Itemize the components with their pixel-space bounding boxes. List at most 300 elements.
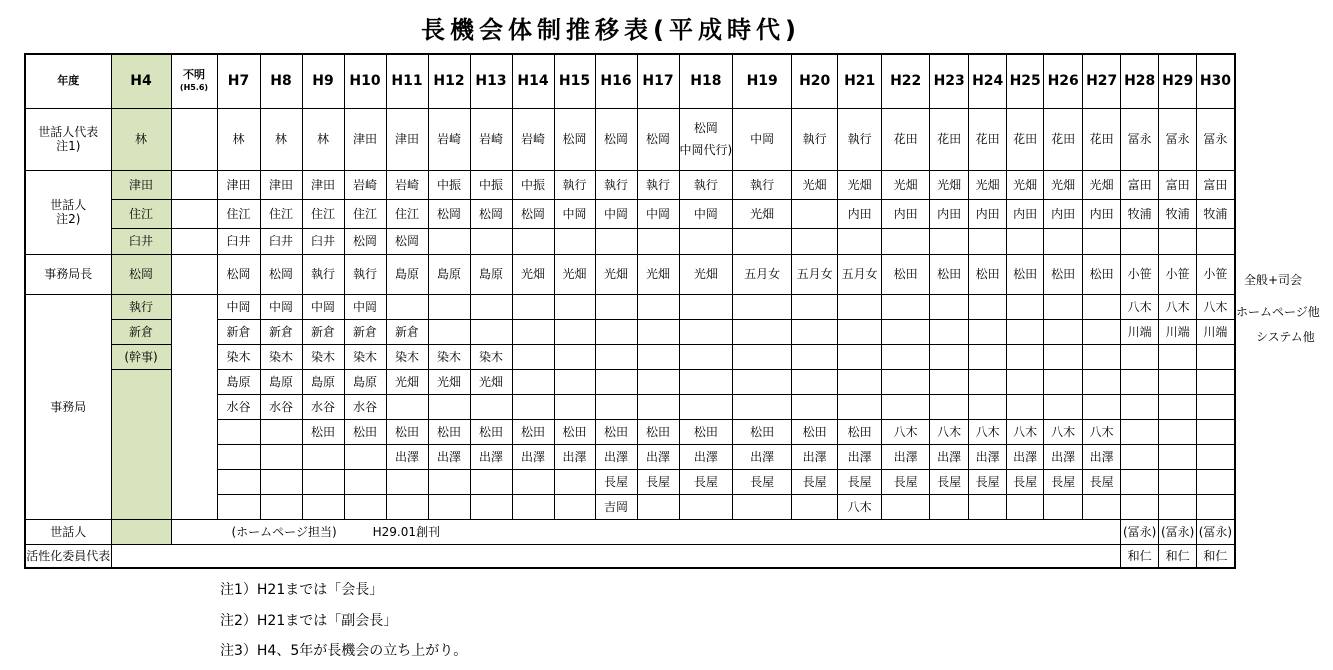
table-cell (1007, 228, 1044, 254)
table-cell (1197, 444, 1235, 469)
table-cell: 松田 (838, 419, 882, 444)
table-cell: 八木 (1007, 419, 1044, 444)
side-note-system: システム他 (1256, 330, 1315, 344)
table-cell: 長屋 (792, 469, 838, 494)
table-cell (554, 494, 595, 519)
table-cell (733, 319, 792, 344)
table-cell (792, 394, 838, 419)
table-cell: 冨永 (1159, 108, 1197, 170)
table-cell: 光畑 (733, 199, 792, 228)
table-cell (595, 394, 637, 419)
table-cell: 八木 (1159, 294, 1197, 319)
table-cell: 小笹 (1197, 254, 1235, 294)
table-cell (679, 394, 733, 419)
table-cell: 出澤 (470, 444, 512, 469)
table-cell (637, 294, 679, 319)
table-cell (1121, 344, 1159, 369)
office-h4: (幹事) (111, 344, 171, 369)
table-cell (554, 394, 595, 419)
table-cell: 冨永 (1197, 108, 1235, 170)
table-cell: 出澤 (930, 444, 969, 469)
header-year: H28 (1121, 54, 1159, 108)
table-cell (838, 319, 882, 344)
table-cell (554, 469, 595, 494)
table-cell (260, 469, 302, 494)
table-cell (302, 494, 344, 519)
table-cell: 長屋 (930, 469, 969, 494)
kasseika-blank (111, 544, 1121, 568)
header-h4: H4 (111, 54, 171, 108)
table-cell: 光畑 (792, 170, 838, 199)
table-cell: 松岡 (344, 228, 386, 254)
header-nendo: 年度 (25, 54, 111, 108)
table-cell (733, 369, 792, 394)
table-cell: 染木 (470, 344, 512, 369)
table-cell (882, 494, 930, 519)
table-cell: 小笹 (1159, 254, 1197, 294)
table-cell (882, 319, 930, 344)
table-cell: 内田 (882, 199, 930, 228)
table-cell: 中振 (428, 170, 470, 199)
table-cell (260, 494, 302, 519)
table-cell: 臼井 (217, 228, 260, 254)
header-year: H16 (595, 54, 637, 108)
table-cell: 内田 (969, 199, 1007, 228)
table-cell: 水谷 (260, 394, 302, 419)
table-cell: 臼井 (260, 228, 302, 254)
table-cell: 光畑 (930, 170, 969, 199)
table-cell: 中岡 (302, 294, 344, 319)
table-cell (679, 369, 733, 394)
table-cell (792, 228, 838, 254)
table-cell (470, 494, 512, 519)
table-cell (733, 344, 792, 369)
table-cell (838, 369, 882, 394)
table-cell: 五月女 (792, 254, 838, 294)
table-cell (470, 228, 512, 254)
table-cell (428, 319, 470, 344)
table-cell: 出澤 (554, 444, 595, 469)
table-cell: 和仁 (1121, 544, 1159, 568)
table-cell (1159, 344, 1197, 369)
table-cell: 長屋 (1044, 469, 1083, 494)
table-cell: 光畑 (470, 369, 512, 394)
table-cell (344, 469, 386, 494)
fumei-cell (171, 199, 217, 228)
table-cell: 新倉 (386, 319, 428, 344)
table-cell (1083, 344, 1121, 369)
table-cell (470, 469, 512, 494)
table-cell: 松田 (1007, 254, 1044, 294)
table-cell: 八木 (882, 419, 930, 444)
rep-h18-sub: 中岡代行) (679, 143, 733, 157)
table-cell (428, 394, 470, 419)
chief-h4: 松岡 (111, 254, 171, 294)
header-year: H8 (260, 54, 302, 108)
table-cell: 執行 (344, 254, 386, 294)
table-cell (969, 394, 1007, 419)
table-cell (1197, 469, 1235, 494)
table-cell: 中岡 (595, 199, 637, 228)
table-cell: 執行 (792, 108, 838, 170)
table-cell (1083, 294, 1121, 319)
table-cell: 松岡 (595, 108, 637, 170)
table-cell (1083, 394, 1121, 419)
table-cell (512, 228, 554, 254)
table-cell: 林 (260, 108, 302, 170)
table-cell (838, 394, 882, 419)
header-year: H18 (679, 54, 733, 108)
table-cell: 川端 (1197, 319, 1235, 344)
table-cell (930, 294, 969, 319)
table-cell: 長屋 (637, 469, 679, 494)
table-cell: 執行 (679, 170, 733, 199)
table-cell (930, 394, 969, 419)
table-cell: 津田 (386, 108, 428, 170)
header-year: H29 (1159, 54, 1197, 108)
table-cell (1007, 394, 1044, 419)
table-cell: 松田 (428, 419, 470, 444)
table-cell (512, 344, 554, 369)
table-cell: 住江 (302, 199, 344, 228)
table-cell: 水谷 (217, 394, 260, 419)
table-cell: 長屋 (969, 469, 1007, 494)
table-cell: 岩崎 (512, 108, 554, 170)
header-year: H25 (1007, 54, 1044, 108)
table-cell (1083, 319, 1121, 344)
table-cell: 長屋 (679, 469, 733, 494)
table-cell (792, 294, 838, 319)
sewanin-homepage-note: (ホームページ担当) H29.01創刊 (171, 519, 1121, 544)
table-cell: 中振 (470, 170, 512, 199)
table-cell (1007, 319, 1044, 344)
table-cell (595, 344, 637, 369)
table-cell (1197, 344, 1235, 369)
sewa-h4: 住江 (111, 199, 171, 228)
table-cell (512, 494, 554, 519)
table-cell (595, 319, 637, 344)
row-label-sewa (25, 170, 111, 254)
table-cell: 住江 (344, 199, 386, 228)
table-cell (930, 228, 969, 254)
table-cell (302, 469, 344, 494)
row-label-office: 事務局 (25, 294, 111, 519)
table-cell: 島原 (470, 254, 512, 294)
table-cell (386, 394, 428, 419)
table-cell: 松田 (302, 419, 344, 444)
table-cell: 津田 (217, 170, 260, 199)
table-cell (428, 294, 470, 319)
table-cell: 中振 (512, 170, 554, 199)
table-cell: 光畑 (512, 254, 554, 294)
table-cell: 花田 (1083, 108, 1121, 170)
table-cell (1083, 228, 1121, 254)
table-cell: (冨永) (1121, 519, 1159, 544)
table-cell (792, 494, 838, 519)
table-cell: 長屋 (1083, 469, 1121, 494)
table-cell (1007, 494, 1044, 519)
table-cell (1121, 369, 1159, 394)
table-cell: 吉岡 (595, 494, 637, 519)
sewa-h4: 臼井 (111, 228, 171, 254)
table-cell: 住江 (260, 199, 302, 228)
table-cell: 光畑 (882, 170, 930, 199)
table-cell: 新倉 (260, 319, 302, 344)
table-cell (838, 228, 882, 254)
table-cell: 水谷 (344, 394, 386, 419)
table-cell: 新倉 (217, 319, 260, 344)
office-h4: 新倉 (111, 319, 171, 344)
table-cell (512, 394, 554, 419)
table-cell: 染木 (260, 344, 302, 369)
table-cell: 五月女 (733, 254, 792, 294)
table-cell: 光畑 (554, 254, 595, 294)
table-cell (792, 344, 838, 369)
table-cell: 出澤 (792, 444, 838, 469)
table-cell (217, 444, 260, 469)
table-cell (554, 319, 595, 344)
table-cell: 岩崎 (386, 170, 428, 199)
table-cell (930, 369, 969, 394)
header-year: H22 (882, 54, 930, 108)
fumei-cell (171, 228, 217, 254)
table-cell: 住江 (386, 199, 428, 228)
header-fumei-sub: (H5.6) (179, 82, 209, 92)
table-cell (969, 228, 1007, 254)
table-cell: 染木 (428, 344, 470, 369)
office-h4-blank (111, 369, 171, 519)
table-cell: 富田 (1121, 170, 1159, 199)
table-cell (679, 108, 733, 170)
table-cell (1121, 444, 1159, 469)
rep-h4: 林 (111, 108, 171, 170)
table-cell: 内田 (1083, 199, 1121, 228)
table-cell (1044, 344, 1083, 369)
header-year: H14 (512, 54, 554, 108)
table-cell (470, 394, 512, 419)
table-cell (1197, 394, 1235, 419)
table-cell: 川端 (1159, 319, 1197, 344)
rep-label-line1: 世話人代表 (38, 125, 99, 139)
table-cell: 内田 (1044, 199, 1083, 228)
table-cell (792, 369, 838, 394)
table-cell: 中岡 (679, 199, 733, 228)
table-cell (1121, 469, 1159, 494)
table-cell: 富田 (1159, 170, 1197, 199)
table-cell (1197, 419, 1235, 444)
table-cell: 松田 (344, 419, 386, 444)
row-label-representative (25, 108, 111, 170)
row-label-chief: 事務局長 (25, 254, 111, 294)
table-cell (260, 419, 302, 444)
header-year: H7 (217, 54, 260, 108)
row-label-sewanin: 世話人 (25, 519, 111, 544)
table-cell (470, 294, 512, 319)
table-cell: 八木 (1197, 294, 1235, 319)
table-cell: 津田 (302, 170, 344, 199)
table-cell: 和仁 (1159, 544, 1197, 568)
table-cell: 出澤 (838, 444, 882, 469)
table-cell (428, 494, 470, 519)
table-cell (637, 228, 679, 254)
table-cell: 長屋 (733, 469, 792, 494)
table-cell: 松岡 (512, 199, 554, 228)
table-cell: 松田 (1044, 254, 1083, 294)
table-cell: 岩崎 (470, 108, 512, 170)
table-cell (344, 444, 386, 469)
table-cell: 光畑 (1044, 170, 1083, 199)
header-year: H15 (554, 54, 595, 108)
table-cell (637, 494, 679, 519)
table-cell (386, 494, 428, 519)
table-cell: 出澤 (679, 444, 733, 469)
table-cell: 八木 (1083, 419, 1121, 444)
table-cell (344, 494, 386, 519)
table-cell: 中岡 (217, 294, 260, 319)
table-cell (637, 369, 679, 394)
table-cell: 染木 (344, 344, 386, 369)
table-cell: 光畑 (386, 369, 428, 394)
header-fumei (171, 54, 217, 108)
table-cell: 松田 (512, 419, 554, 444)
table-cell: 冨永 (1121, 108, 1159, 170)
table-cell (1044, 369, 1083, 394)
footnote-1: 注1）H21までは「会長」 (220, 582, 384, 598)
table-cell: 八木 (930, 419, 969, 444)
header-year: H21 (838, 54, 882, 108)
table-cell: 花田 (969, 108, 1007, 170)
table-cell: 島原 (386, 254, 428, 294)
table-cell: 出澤 (969, 444, 1007, 469)
table-cell (792, 199, 838, 228)
table-cell (1007, 344, 1044, 369)
table-cell (217, 494, 260, 519)
fumei-cell (171, 170, 217, 199)
table-cell (217, 469, 260, 494)
sewa-h4: 津田 (111, 170, 171, 199)
table-cell (679, 319, 733, 344)
table-cell (1159, 444, 1197, 469)
table-cell: (冨永) (1159, 519, 1197, 544)
table-cell: 執行 (302, 254, 344, 294)
table-cell (595, 294, 637, 319)
table-cell: 染木 (386, 344, 428, 369)
table-cell (1197, 228, 1235, 254)
table-cell (679, 228, 733, 254)
table-cell (969, 294, 1007, 319)
header-year: H24 (969, 54, 1007, 108)
table-cell: 中岡 (637, 199, 679, 228)
table-cell (1007, 369, 1044, 394)
table-cell: 新倉 (302, 319, 344, 344)
table-cell: 川端 (1121, 319, 1159, 344)
sewa-label-line1: 世話人 (50, 198, 87, 212)
table-cell (882, 369, 930, 394)
table-cell: 松田 (679, 419, 733, 444)
table-cell: 牧浦 (1121, 199, 1159, 228)
table-cell: 岩崎 (344, 170, 386, 199)
fumei-cell (171, 294, 217, 519)
table-cell: 中岡 (733, 108, 792, 170)
table-cell: 出澤 (637, 444, 679, 469)
table-cell: 光畑 (1083, 170, 1121, 199)
table-cell (595, 369, 637, 394)
table-cell (637, 344, 679, 369)
table-cell: 島原 (302, 369, 344, 394)
table-cell (1159, 394, 1197, 419)
table-cell: 八木 (969, 419, 1007, 444)
table-cell (1121, 419, 1159, 444)
table-cell (733, 394, 792, 419)
table-cell: 長屋 (1007, 469, 1044, 494)
table-cell (260, 444, 302, 469)
table-cell: 松岡 (386, 228, 428, 254)
header-year: H9 (302, 54, 344, 108)
table-cell (882, 294, 930, 319)
table-cell: 八木 (1044, 419, 1083, 444)
table-cell: 臼井 (302, 228, 344, 254)
table-cell (217, 419, 260, 444)
header-fumei-label: 不明 (183, 67, 205, 81)
header-year: H12 (428, 54, 470, 108)
table-cell: 出澤 (882, 444, 930, 469)
fumei-cell (171, 108, 217, 170)
table-cell (302, 444, 344, 469)
table-cell (512, 469, 554, 494)
table-cell (428, 469, 470, 494)
table-cell (838, 344, 882, 369)
table-cell: 松田 (792, 419, 838, 444)
table-cell (930, 319, 969, 344)
page-title: 長機会体制推移表(平成時代) (421, 16, 801, 44)
table-cell (733, 294, 792, 319)
table-cell: 出澤 (1044, 444, 1083, 469)
table-cell (679, 494, 733, 519)
table-cell (1159, 419, 1197, 444)
table-cell (679, 294, 733, 319)
table-cell: (冨永) (1197, 519, 1235, 544)
table-cell (733, 228, 792, 254)
table-cell (1044, 494, 1083, 519)
table-cell (1121, 228, 1159, 254)
table-cell (882, 344, 930, 369)
table-cell: 松岡 (217, 254, 260, 294)
table-cell: 出澤 (386, 444, 428, 469)
table-cell: 内田 (1007, 199, 1044, 228)
side-note-chief: 全般+司会 (1244, 273, 1303, 287)
table-cell (554, 344, 595, 369)
table-cell: 松田 (470, 419, 512, 444)
header-year: H27 (1083, 54, 1121, 108)
table-cell: 松田 (733, 419, 792, 444)
table-cell: 松岡 (637, 108, 679, 170)
table-cell (554, 294, 595, 319)
header-year: H10 (344, 54, 386, 108)
table-cell: 島原 (260, 369, 302, 394)
table-cell (969, 319, 1007, 344)
table-cell: 内田 (930, 199, 969, 228)
table-cell: 八木 (1121, 294, 1159, 319)
table-cell (1159, 369, 1197, 394)
table-cell (470, 319, 512, 344)
table-cell: 長屋 (882, 469, 930, 494)
side-note-homepage: ホームページ他 (1236, 305, 1320, 319)
rep-label-line2: 注1) (56, 139, 81, 153)
table-cell: 松岡 (428, 199, 470, 228)
table-cell: 出澤 (595, 444, 637, 469)
table-cell: 津田 (260, 170, 302, 199)
table-cell: 出澤 (428, 444, 470, 469)
